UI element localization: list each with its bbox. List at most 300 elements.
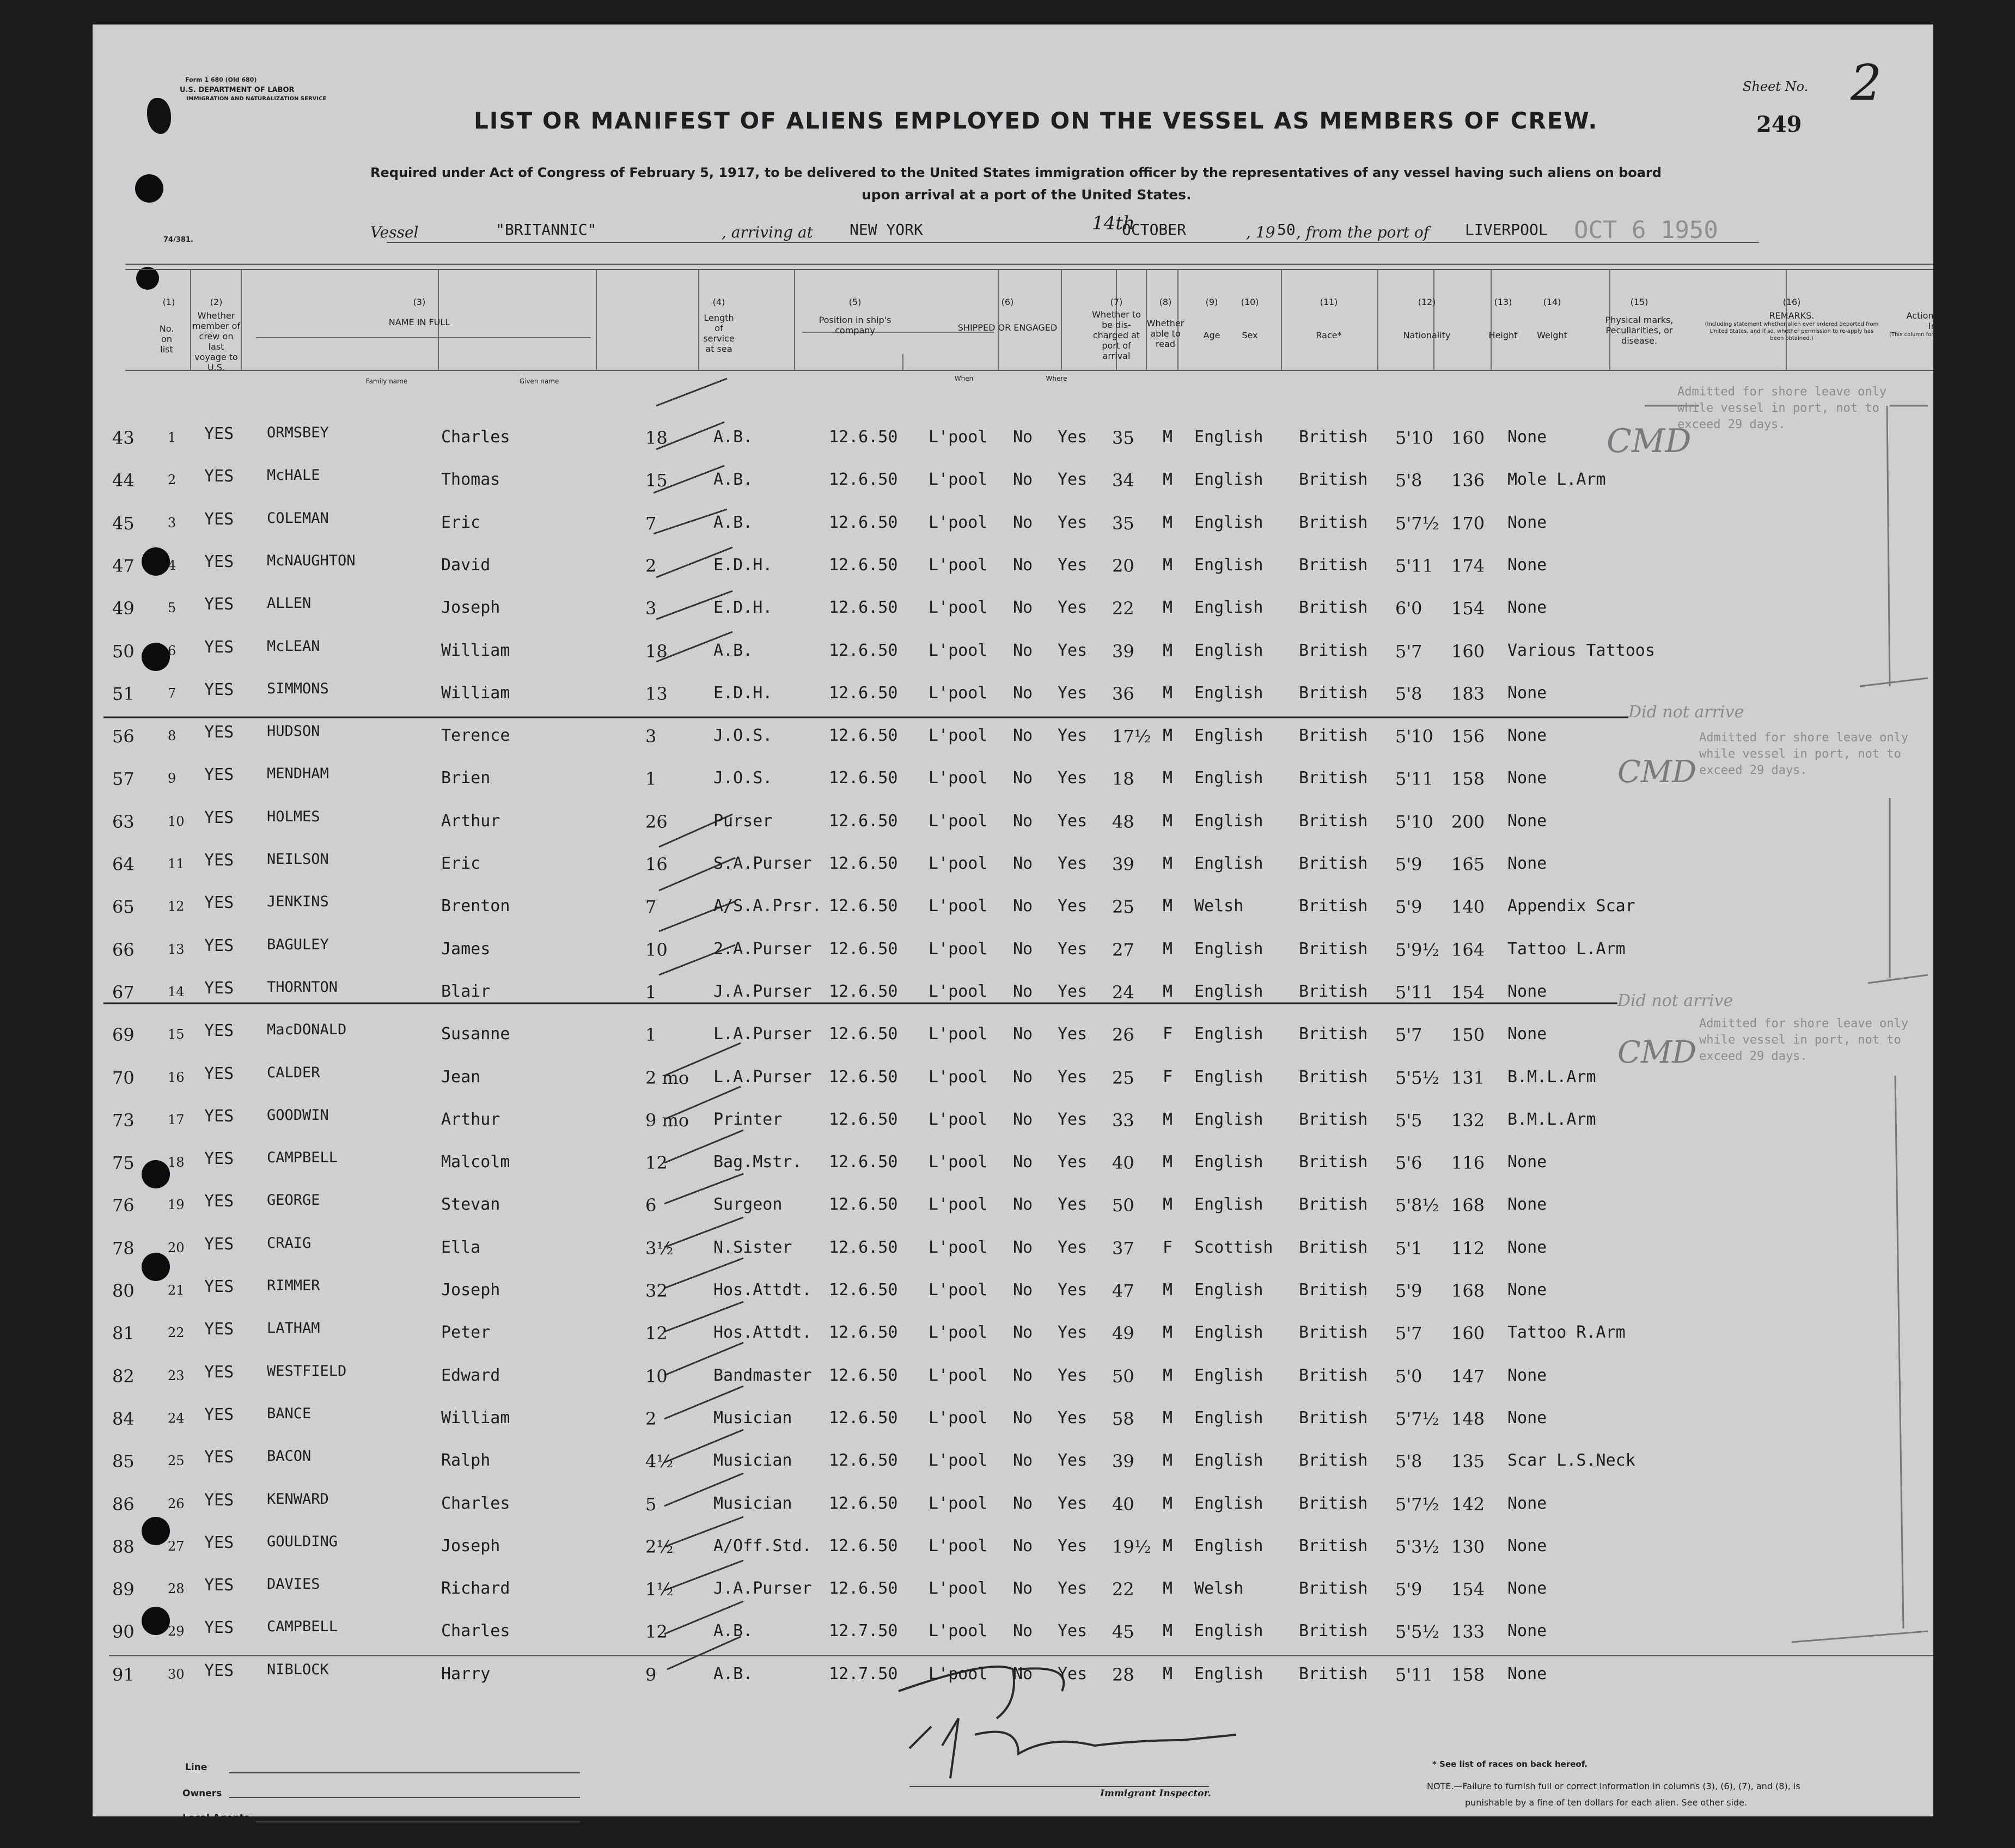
row-race: English	[1194, 1451, 1263, 1470]
row-discharged: No	[1013, 1323, 1033, 1342]
row-nationality: British	[1299, 1621, 1368, 1640]
row-weight: 158	[1451, 1664, 1485, 1685]
row-length-of-service: 9 mo	[645, 1110, 689, 1131]
row-physical-marks: None	[1507, 1579, 1547, 1598]
row-given-name: Stevan	[441, 1195, 500, 1214]
row-sex: M	[1163, 1152, 1173, 1172]
row-race: English	[1194, 812, 1263, 831]
table-row	[93, 510, 1933, 535]
row-shipped-when: 12.6.50	[829, 896, 898, 916]
col-12-header: (12) Nationality	[1403, 297, 1451, 340]
row-discharged: No	[1013, 641, 1033, 660]
row-length-of-service: 2	[645, 556, 657, 576]
row-height: 5'0	[1395, 1366, 1422, 1387]
row-length-of-service: 32	[645, 1280, 668, 1301]
row-family-name: SIMMONS	[267, 680, 329, 697]
col-2-header: (2) Whether member of crew on last voyage to U.S.	[192, 297, 241, 373]
row-family-name: ALLEN	[267, 595, 312, 612]
row-race: English	[1194, 1664, 1263, 1684]
row-able-to-read: Yes	[1058, 1280, 1088, 1300]
row-able-to-read: Yes	[1058, 1110, 1088, 1129]
line-label: Line	[185, 1762, 207, 1773]
row-family-name: McNAUGHTON	[267, 552, 356, 569]
row-position: L.A.Purser	[713, 1068, 812, 1087]
row-discharged: No	[1013, 896, 1033, 916]
row-physical-marks: Scar L.S.Neck	[1507, 1451, 1635, 1470]
row-margin-number: 78	[112, 1238, 135, 1259]
row-given-name: Richard	[441, 1579, 510, 1598]
row-list-number: 17	[168, 1112, 185, 1127]
row-shipped-where: L'pool	[929, 1152, 988, 1172]
row-physical-marks: None	[1507, 982, 1547, 1001]
row-discharged: No	[1013, 470, 1033, 489]
row-margin-number: 85	[112, 1451, 135, 1472]
row-given-name: Ralph	[441, 1451, 491, 1470]
port-label: , from the port of	[1296, 223, 1430, 241]
row-height: 5'10	[1395, 428, 1433, 448]
row-age: 27	[1112, 940, 1134, 960]
row-list-number: 12	[168, 899, 185, 914]
row-height: 5'1	[1395, 1238, 1422, 1259]
row-margin-number: 51	[112, 684, 135, 704]
row-nationality: British	[1299, 1494, 1368, 1513]
row-physical-marks: None	[1507, 598, 1547, 617]
row-age: 37	[1112, 1238, 1134, 1259]
row-family-name: WESTFIELD	[267, 1363, 347, 1380]
col-17-header: (17) Action of Immigrant Inspector. (This column for use of Government officials only)	[1889, 297, 2010, 345]
row-weight: 131	[1451, 1068, 1485, 1088]
row-family-name: NIBLOCK	[267, 1661, 329, 1678]
row-weight: 168	[1451, 1280, 1485, 1301]
row-family-name: KENWARD	[267, 1491, 329, 1508]
row-shipped-where: L'pool	[929, 726, 988, 745]
row-shipped-where: L'pool	[929, 556, 988, 575]
year-prefix: , 19	[1246, 223, 1275, 241]
row-discharged: No	[1013, 726, 1033, 745]
row-race: English	[1194, 598, 1263, 617]
col-3-family-header: Family name	[365, 377, 408, 385]
row-list-number: 23	[168, 1368, 185, 1383]
row-length-of-service: 2½	[645, 1536, 674, 1557]
row-height: 5'7½	[1395, 1408, 1439, 1429]
row-weight: 164	[1451, 940, 1485, 960]
row-last-voyage: YES	[204, 595, 234, 614]
row-shipped-where: L'pool	[929, 684, 988, 703]
row-able-to-read: Yes	[1058, 1152, 1088, 1172]
row-last-voyage: YES	[204, 1107, 234, 1126]
row-position: A.B.	[713, 641, 753, 660]
row-length-of-service: 1	[645, 769, 657, 789]
row-position: Musician	[713, 1408, 792, 1428]
row-nationality: British	[1299, 1451, 1368, 1470]
row-height: 5'8½	[1395, 1195, 1439, 1216]
row-shipped-where: L'pool	[929, 1408, 988, 1428]
row-list-number: 2	[168, 472, 176, 487]
row-height: 5'10	[1395, 726, 1433, 747]
row-margin-number: 45	[112, 513, 135, 534]
col-3-header: (3) NAME IN FULL	[388, 297, 450, 327]
row-height: 5'9	[1395, 1280, 1422, 1301]
row-last-voyage: YES	[204, 1491, 234, 1510]
row-list-number: 30	[168, 1667, 185, 1682]
row-margin-number: 44	[112, 470, 135, 491]
row-family-name: BANCE	[267, 1405, 312, 1422]
row-family-name: GOODWIN	[267, 1107, 329, 1124]
row-given-name: Joseph	[441, 598, 500, 617]
row-discharged: No	[1013, 982, 1033, 1001]
row-able-to-read: Yes	[1058, 896, 1088, 916]
row-position: Hos.Attdt.	[713, 1280, 812, 1300]
department: U.S. DEPARTMENT OF LABOR	[180, 86, 295, 94]
table-row	[93, 723, 1933, 748]
row-family-name: GOULDING	[267, 1533, 338, 1550]
row-position: A.B.	[713, 470, 753, 489]
row-race: English	[1194, 684, 1263, 703]
row-shipped-where: L'pool	[929, 1664, 988, 1684]
row-family-name: McHALE	[267, 467, 320, 484]
row-physical-marks: Tattoo R.Arm	[1507, 1323, 1626, 1342]
row-shipped-where: L'pool	[929, 598, 988, 617]
row-nationality: British	[1299, 428, 1368, 447]
row-able-to-read: Yes	[1058, 684, 1088, 703]
row-shipped-where: L'pool	[929, 896, 988, 916]
row-weight: 165	[1451, 854, 1485, 875]
row-length-of-service: 12	[645, 1621, 668, 1642]
row-shipped-where: L'pool	[929, 1451, 988, 1470]
row-position: Printer	[713, 1110, 783, 1129]
row-given-name: Charles	[441, 1621, 510, 1640]
row-family-name: CAMPBELL	[267, 1618, 338, 1635]
row-last-voyage: YES	[204, 979, 234, 998]
row-margin-number: 81	[112, 1323, 135, 1344]
row-sex: M	[1163, 1494, 1173, 1513]
row-height: 5'7½	[1395, 1494, 1439, 1515]
row-discharged: No	[1013, 1579, 1033, 1598]
row-sex: M	[1163, 641, 1173, 660]
col-8-header: (8) Whether able to read	[1146, 297, 1184, 349]
row-nationality: British	[1299, 1110, 1368, 1129]
row-sex: M	[1163, 1323, 1173, 1342]
row-last-voyage: YES	[204, 765, 234, 784]
row-sex: M	[1163, 1408, 1173, 1428]
row-position: N.Sister	[713, 1238, 792, 1257]
row-margin-number: 80	[112, 1280, 135, 1301]
row-shipped-when: 12.6.50	[829, 854, 898, 873]
row-margin-number: 86	[112, 1494, 135, 1515]
row-weight: 183	[1451, 684, 1485, 704]
row-last-voyage: YES	[204, 1618, 234, 1637]
row-discharged: No	[1013, 940, 1033, 959]
sheet-label: Sheet No.	[1743, 79, 1809, 94]
row-nationality: British	[1299, 726, 1368, 745]
row-family-name: LATHAM	[267, 1320, 320, 1337]
row-position: A.B.	[713, 428, 753, 447]
table-row	[93, 595, 1933, 620]
row-race: English	[1194, 428, 1263, 447]
row-list-number: 25	[168, 1453, 185, 1468]
row-physical-marks: None	[1507, 1408, 1547, 1428]
row-age: 25	[1112, 1068, 1134, 1088]
row-discharged: No	[1013, 1494, 1033, 1513]
row-shipped-when: 12.6.50	[829, 1238, 898, 1257]
row-list-number: 7	[168, 686, 176, 701]
row-nationality: British	[1299, 1408, 1368, 1428]
table-row	[93, 1235, 1933, 1260]
row-discharged: No	[1013, 1408, 1033, 1428]
row-family-name: HUDSON	[267, 723, 320, 740]
row-physical-marks: Various Tattoos	[1507, 641, 1655, 660]
row-position: J.A.Purser	[713, 1579, 812, 1598]
row-sex: M	[1163, 896, 1173, 916]
row-list-number: 11	[168, 856, 185, 871]
row-last-voyage: YES	[204, 1149, 234, 1168]
row-margin-number: 66	[112, 940, 135, 960]
row-able-to-read: Yes	[1058, 641, 1088, 660]
row-family-name: RIMMER	[267, 1277, 320, 1294]
row-shipped-where: L'pool	[929, 470, 988, 489]
row-list-number: 28	[168, 1581, 185, 1596]
row-height: 5'9	[1395, 896, 1422, 917]
manifest-sheet	[93, 25, 2010, 1823]
remark-row8-note: Did not arrive	[1628, 703, 1744, 722]
row-physical-marks: None	[1507, 513, 1547, 532]
row-physical-marks: None	[1507, 812, 1547, 831]
row-family-name: COLEMAN	[267, 510, 329, 527]
remark-row16-cmd: CMD	[1617, 1035, 1697, 1070]
row-shipped-where: L'pool	[929, 1579, 988, 1598]
row-given-name: Malcolm	[441, 1152, 510, 1172]
row-discharged: No	[1013, 1536, 1033, 1556]
row-age: 25	[1112, 896, 1134, 917]
row-margin-number: 67	[112, 982, 135, 1003]
row-shipped-when: 12.6.50	[829, 1280, 898, 1300]
row-family-name: THORNTON	[267, 979, 338, 996]
row-discharged: No	[1013, 1110, 1033, 1129]
row-height: 5'11	[1395, 556, 1433, 576]
page-number: 249	[1756, 112, 1802, 137]
footer-note-fine-1: NOTE.—Failure to furnish full or correct information in columns (3), (6), (7), and (8), is	[1427, 1781, 1800, 1791]
row-last-voyage: YES	[204, 723, 234, 742]
row-last-voyage: YES	[204, 936, 234, 955]
row-margin-number: 84	[112, 1408, 135, 1429]
row-age: 22	[1112, 1579, 1134, 1600]
row-race: English	[1194, 854, 1263, 873]
col-14-header: (14) Weight	[1537, 297, 1567, 340]
row-physical-marks: None	[1507, 1366, 1547, 1385]
col-7-header: (7) Whether to be dis-charged at port of arrival	[1092, 297, 1141, 361]
file-ref: 74/381.	[163, 236, 193, 244]
row-length-of-service: 7	[645, 896, 657, 917]
row-shipped-where: L'pool	[929, 1195, 988, 1214]
row-length-of-service: 3½	[645, 1238, 674, 1259]
col-4-header: (4) Length of service at sea	[703, 297, 735, 354]
row-age: 49	[1112, 1323, 1134, 1344]
row-discharged: No	[1013, 1451, 1033, 1470]
row-shipped-when: 12.6.50	[829, 513, 898, 532]
row-discharged: No	[1013, 1068, 1033, 1087]
row-last-voyage: YES	[204, 1064, 234, 1083]
row-weight: 112	[1451, 1238, 1485, 1259]
row-given-name: Terence	[441, 726, 510, 745]
row-length-of-service: 26	[645, 812, 668, 832]
row-able-to-read: Yes	[1058, 1195, 1088, 1214]
row-race: English	[1194, 1408, 1263, 1428]
row-last-voyage: YES	[204, 424, 234, 443]
row-position: J.O.S.	[713, 726, 773, 745]
row-able-to-read: Yes	[1058, 1238, 1088, 1257]
row-position: L.A.Purser	[713, 1024, 812, 1044]
row-height: 5'5	[1395, 1110, 1422, 1131]
row-age: 20	[1112, 556, 1134, 576]
row-position: E.D.H.	[713, 598, 773, 617]
row-last-voyage: YES	[204, 1277, 234, 1296]
row-age: 39	[1112, 1451, 1134, 1472]
table-row	[93, 893, 1933, 918]
row-shipped-where: L'pool	[929, 641, 988, 660]
row-nationality: British	[1299, 854, 1368, 873]
remark-row1-text: Admitted for shore leave only while vessel in port, not to exceed 29 days.	[1677, 385, 1887, 431]
row-weight: 160	[1451, 428, 1485, 448]
row-position: J.A.Purser	[713, 982, 812, 1001]
row-physical-marks: None	[1507, 1621, 1547, 1640]
col-9-header: (9) Age	[1203, 297, 1220, 340]
row-margin-number: 69	[112, 1024, 135, 1045]
row-family-name: CRAIG	[267, 1235, 312, 1252]
row-shipped-when: 12.6.50	[829, 1068, 898, 1087]
row-weight: 170	[1451, 513, 1485, 534]
row-race: English	[1194, 1366, 1263, 1385]
row-given-name: Arthur	[441, 812, 500, 831]
row-position: Purser	[713, 812, 773, 831]
row-last-voyage: YES	[204, 1192, 234, 1211]
row-race: English	[1194, 1195, 1263, 1214]
row-height: 5'7	[1395, 641, 1422, 662]
row-shipped-where: L'pool	[929, 428, 988, 447]
row-nationality: British	[1299, 1152, 1368, 1172]
row-shipped-when: 12.6.50	[829, 684, 898, 703]
row-discharged: No	[1013, 1621, 1033, 1640]
owners-label: Owners	[182, 1788, 222, 1799]
row-age: 50	[1112, 1195, 1134, 1216]
row-age: 45	[1112, 1621, 1134, 1642]
row-given-name: Brien	[441, 769, 491, 788]
row-given-name: Harry	[441, 1664, 491, 1684]
table-row	[93, 1448, 1933, 1473]
row-age: 48	[1112, 812, 1134, 832]
row-able-to-read: Yes	[1058, 1664, 1088, 1684]
row-given-name: Thomas	[441, 470, 500, 489]
col-10-header: (10) Sex	[1241, 297, 1259, 340]
row-physical-marks: None	[1507, 1280, 1547, 1300]
table-row	[93, 1277, 1933, 1302]
row-height: 5'11	[1395, 982, 1433, 1003]
row-sex: M	[1163, 812, 1173, 831]
row-sex: M	[1163, 769, 1173, 788]
row-height: 5'10	[1395, 812, 1433, 832]
row-margin-number: 75	[112, 1152, 135, 1173]
row-length-of-service: 6	[645, 1195, 657, 1216]
row-margin-number: 73	[112, 1110, 135, 1131]
row-length-of-service: 1	[645, 1024, 657, 1045]
row-nationality: British	[1299, 1664, 1368, 1684]
row-weight: 132	[1451, 1110, 1485, 1131]
row-weight: 156	[1451, 726, 1485, 747]
row-list-number: 22	[168, 1325, 185, 1340]
row-age: 35	[1112, 513, 1134, 534]
row-length-of-service: 4½	[645, 1451, 674, 1472]
row-margin-number: 89	[112, 1579, 135, 1600]
row-discharged: No	[1013, 854, 1033, 873]
row-race: English	[1194, 1152, 1263, 1172]
row-shipped-where: L'pool	[929, 940, 988, 959]
row-height: 5'7	[1395, 1024, 1422, 1045]
col-16-header: (16) REMARKS. (Including statement whether alien ever ordered deported from United States, and if so, whether permission to re-apply has been obtained.)	[1705, 297, 1879, 341]
row-discharged: No	[1013, 1280, 1033, 1300]
row-race: English	[1194, 1536, 1263, 1556]
row-physical-marks: Appendix Scar	[1507, 896, 1635, 916]
row-race: English	[1194, 556, 1263, 575]
row-list-number: 27	[168, 1539, 185, 1554]
row-shipped-when: 12.6.50	[829, 598, 898, 617]
row-height: 6'0	[1395, 598, 1422, 619]
row-shipped-where: L'pool	[929, 1494, 988, 1513]
arrival-year: 50	[1277, 221, 1296, 239]
row-shipped-where: L'pool	[929, 812, 988, 831]
row-able-to-read: Yes	[1058, 1621, 1088, 1640]
row-sex: F	[1163, 1024, 1173, 1044]
row-weight: 133	[1451, 1621, 1485, 1642]
row-list-number: 5	[168, 600, 176, 615]
row-nationality: British	[1299, 1195, 1368, 1214]
row-age: 18	[1112, 769, 1134, 789]
col-11-header: (11) Race*	[1316, 297, 1342, 340]
row-weight: 168	[1451, 1195, 1485, 1216]
row-shipped-where: L'pool	[929, 1024, 988, 1044]
row-given-name: Eric	[441, 854, 481, 873]
row-given-name: Brenton	[441, 896, 510, 916]
row-list-number: 19	[168, 1197, 185, 1212]
row-weight: 174	[1451, 556, 1485, 576]
row-margin-number: 70	[112, 1068, 135, 1088]
row-physical-marks: None	[1507, 726, 1547, 745]
row-nationality: British	[1299, 896, 1368, 916]
row-weight: 130	[1451, 1536, 1485, 1557]
row-age: 17½	[1112, 726, 1151, 747]
row-sex: M	[1163, 982, 1173, 1001]
row-discharged: No	[1013, 1366, 1033, 1385]
row-race: English	[1194, 470, 1263, 489]
row-weight: 200	[1451, 812, 1485, 832]
remark-row1-cmd: CMD	[1607, 422, 1692, 460]
row-height: 5'6	[1395, 1152, 1422, 1173]
table-row	[93, 638, 1933, 663]
row-position: A.B.	[713, 513, 753, 532]
row-able-to-read: Yes	[1058, 1024, 1088, 1044]
row-age: 39	[1112, 854, 1134, 875]
row-able-to-read: Yes	[1058, 769, 1088, 788]
row-race: English	[1194, 769, 1263, 788]
row-race: Welsh	[1194, 1579, 1244, 1598]
row-shipped-when: 12.6.50	[829, 1579, 898, 1598]
row-race: English	[1194, 1068, 1263, 1087]
row-shipped-where: L'pool	[929, 982, 988, 1001]
row-margin-number: 88	[112, 1536, 135, 1557]
row-shipped-when: 12.7.50	[829, 1621, 898, 1640]
col-6-when-header: When	[954, 375, 974, 382]
row-discharged: No	[1013, 598, 1033, 617]
row-last-voyage: YES	[204, 1021, 234, 1040]
row-sex: M	[1163, 1110, 1173, 1129]
